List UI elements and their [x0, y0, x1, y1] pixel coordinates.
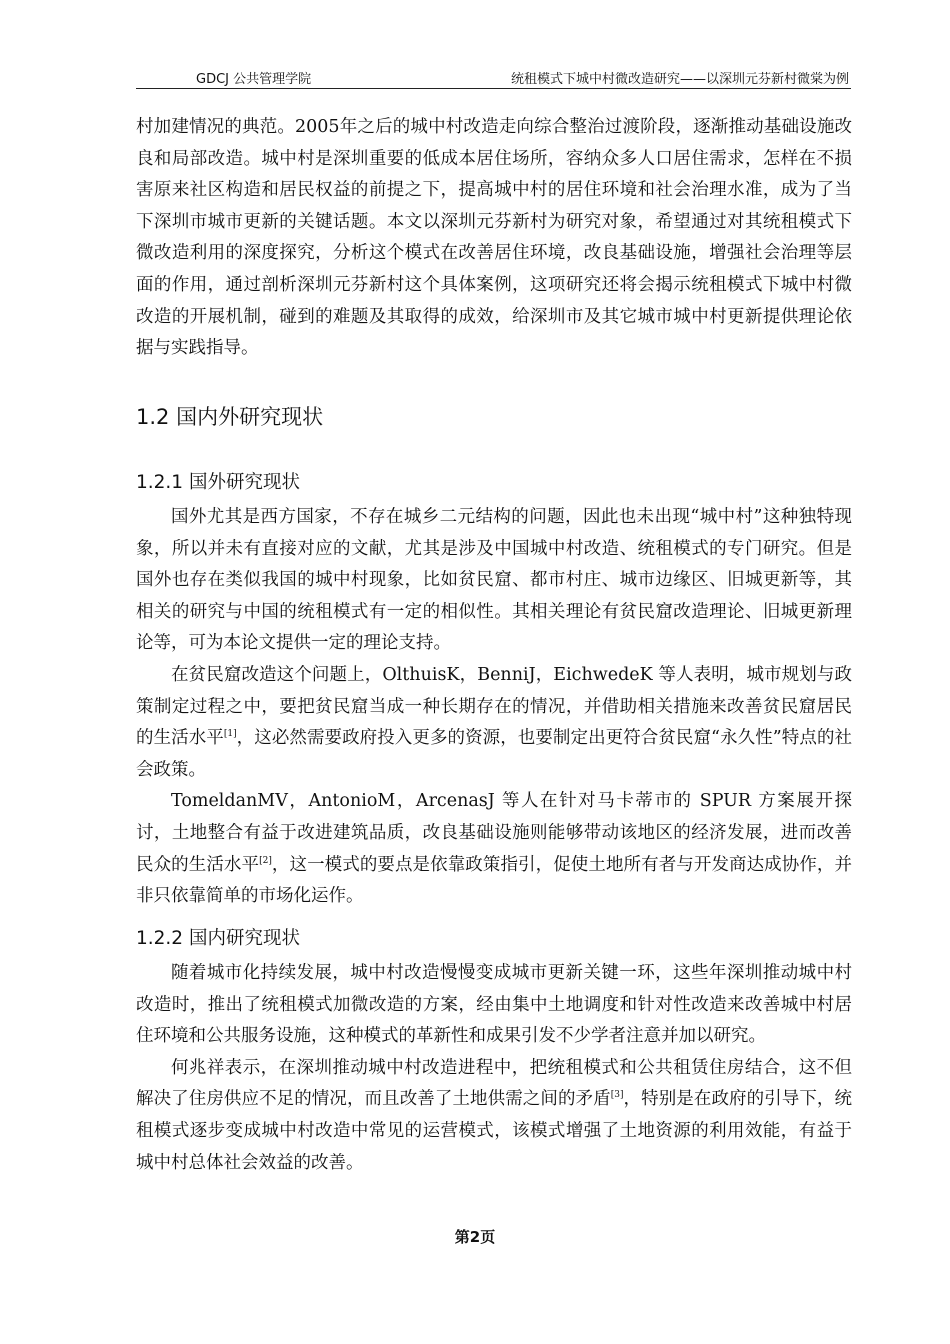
header-thesis-title: 统租模式下城中村微改造研究——以深圳元芬新村微棠为例 — [510, 72, 849, 87]
citation-ref-1: [1] — [223, 729, 237, 740]
domestic-research-block — [136, 958, 852, 1179]
page-header — [136, 66, 851, 89]
intro-block — [136, 112, 852, 365]
foreign-paragraph-1: 国外尤其是西方国家，不存在城乡二元结构的问题，因此也未出现“城中村”这种独特现象，所以并未有直接对应的文献，尤其是涉及中国城中村改造、统租模式的专门研究。但是国外也存在类似我国的城中村现象，比如贫民窟、都市村庄、城市边缘区、旧城更新等，其相关的研究与中国的统租模式有一定的相似性。其相关理论有贫民窟改造理论、旧城更新理论等，可为本论文提供一定的理论支持。 — [136, 507, 852, 654]
domestic-p2-text-a: 何兆祥表示，在深圳推动城中村改造进程中，把统租模式和公共租赁住房结合，这不但解决了住房供应不足的情况，而且改善了土地供需之间的矛盾 — [136, 1057, 852, 1110]
domestic-paragraph-2 — [136, 1053, 852, 1179]
section-heading-1-2: 1.2 国内外研究现状 — [136, 405, 324, 429]
foreign-p2-text-a: 在贫民窟改造这个问题上，OlthuisK，BenniJ，EichwedeK 等人表明，城市规划与政策制定过程之中，要把贫民窟当成一种长期存在的情况，并借助相关措施来改善贫民窟居民的生活水平 — [136, 664, 852, 749]
foreign-paragraph-2 — [136, 660, 852, 786]
header-school: GDCJ 公共管理学院 — [196, 72, 312, 87]
foreign-p2-text-b: ，这必然需要政府投入更多的资源，也要制定出更符合贫民窟“永久性”特点的社会政策。 — [136, 728, 853, 780]
domestic-paragraph-1: 随着城市化持续发展，城中村改造慢慢变成城市更新关键一环，这些年深圳推动城中村改造时，推出了统租模式加微改造的方案，经由集中土地调度和针对性改造来改善城中村居住环境和公共服务设施，这种模式的革新性和成果引发不少学者注意并加以研究。 — [136, 963, 852, 1047]
section-heading-1-2-2: 1.2.2 国内研究现状 — [136, 928, 300, 949]
page-number: 第2页 — [454, 1228, 496, 1246]
foreign-paragraph-3 — [136, 786, 852, 912]
foreign-p3-text-b: ，这一模式的要点是依靠政策指引，促使土地所有者与开发商达成协作，并非只依靠简单的市场化运作。 — [136, 854, 853, 907]
section-heading-1-2-1: 1.2.1 国外研究现状 — [136, 472, 300, 493]
citation-ref-2: [2] — [259, 855, 272, 866]
citation-ref-3: [3] — [610, 1090, 624, 1101]
intro-paragraph: 村加建情况的典范。2005年之后的城中村改造走向综合整治过渡阶段，逐渐推动基础设施改良和局部改造。城中村是深圳重要的低成本居住场所，容纳众多人口居住需求，怎样在不损害原来社区构造和居民权益的前提之下，提高城中村的居住环境和社会治理水准，成为了当下深圳市城市更新的关键话题。本文以深圳元芬新村为研究对象，希望通过对其统租模式下微改造利用的深度探究，分析这个模式在改善居住环境，改良基础设施，增强社会治理等层面的作用，通过剖析深圳元芬新村这个具体案例，这项研究还将会揭示统租模式下城中村微改造的开展机制，碰到的难题及其取得的成效，给深圳市及其它城市城中村更新提供理论依据与实践指导。 — [136, 117, 852, 359]
foreign-p3-text-a: TomeldanMV，AntonioM，ArcenasJ 等人在针对马卡蒂市的 SPUR 方案展开探讨，土地整合有益于改进建筑品质，改良基础设施则能够带动该地区的经济发展，进而改善民众的生活水平 — [136, 791, 852, 875]
domestic-p2-text-b: ，特别是在政府的引导下，统租模式逐步变成城中村改造中常见的运营模式，该模式增强了土地资源的利用效能，有益于城中村总体社会效益的改善。 — [136, 1089, 853, 1173]
foreign-research-block — [136, 502, 852, 913]
